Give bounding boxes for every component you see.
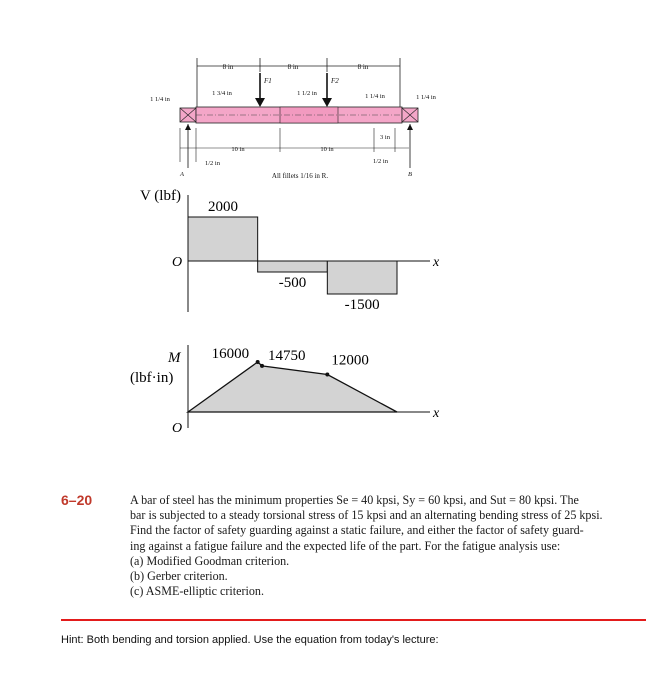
span-dim-1: 8 in: [222, 63, 234, 71]
red-divider: [61, 619, 646, 621]
problem-line: ing against a fatigue failure and the expected life of the part. For the fatigue analysis use:: [130, 538, 561, 553]
criterion-a: (a) Modified Goodman criterion.: [130, 553, 290, 568]
shear-value-label: 2000: [208, 199, 238, 215]
shaft-drawing: [150, 58, 437, 180]
moment-diagram: [130, 345, 440, 436]
bottom-dim-10b: 10 in: [320, 146, 334, 153]
shear-origin-label: O: [172, 255, 183, 270]
moment-point: [260, 364, 264, 368]
problem-line: bar is subjected to a steady torsional stress of 15 kpsi and an alternating bending stress of 25 kpsi.: [130, 508, 603, 523]
load-f1-label: F1: [264, 77, 272, 85]
criterion-c: (c) ASME-elliptic criterion.: [130, 584, 264, 599]
far-right-dia-label: 1 1/4 in: [416, 94, 436, 101]
problem-line: Find the factor of safety guarding against a static failure, and either the factor of safety guard-: [130, 523, 584, 538]
problem-statement: [130, 493, 638, 599]
load-f2-label: F2: [331, 77, 339, 85]
support-a-label: A: [180, 171, 184, 178]
shear-diagram: [140, 188, 440, 313]
bottom-dim-left-half: 1/2 in: [205, 160, 220, 167]
shear-bar: [188, 217, 258, 261]
moment-y-label-1: M: [168, 350, 181, 366]
right-dia-label: 1 1/4 in: [365, 93, 385, 100]
shear-bar: [327, 261, 397, 294]
mid-step-label: 1 1/2 in: [297, 90, 317, 97]
moment-y-label-2: (lbf·in): [130, 370, 174, 386]
hint-text: Hint: Both bending and torsion applied. Use the equation from today's lecture:: [61, 634, 439, 646]
moment-value-label: 12000: [331, 352, 369, 369]
moment-point: [256, 360, 260, 364]
shear-bar: [258, 261, 328, 272]
moment-area: [188, 362, 397, 412]
shear-value-label: -1500: [344, 297, 380, 313]
left-dia-label: 1 1/4 in: [150, 96, 170, 103]
criterion-b: (b) Gerber criterion.: [130, 569, 228, 584]
bottom-dim-right-half: 1/2 in: [373, 158, 388, 165]
fillet-note: All fillets 1/16 in R.: [271, 172, 329, 180]
problem-line: A bar of steel has the minimum properties Se = 40 kpsi, Sy = 60 kpsi, and Sut = 80 kpsi. The: [130, 493, 579, 507]
problem-number: 6–20: [61, 492, 93, 508]
left-step-label: 1 3/4 in: [212, 90, 232, 97]
bottom-dim-10a: 10 in: [231, 146, 245, 153]
bottom-dim-3: 3 in: [380, 134, 390, 141]
moment-point: [325, 373, 329, 377]
support-b-label: B: [408, 171, 412, 178]
shear-y-label: V (lbf): [140, 188, 181, 204]
moment-value-label: 16000: [211, 346, 250, 362]
shear-x-label: x: [433, 255, 440, 270]
moment-origin-label: O: [172, 421, 183, 436]
moment-value-label: 14750: [268, 347, 306, 364]
shear-value-label: -500: [278, 275, 307, 291]
span-dim-3: 8 in: [357, 63, 369, 71]
span-dim-2: 8 in: [287, 63, 299, 71]
moment-x-label: x: [433, 406, 440, 421]
